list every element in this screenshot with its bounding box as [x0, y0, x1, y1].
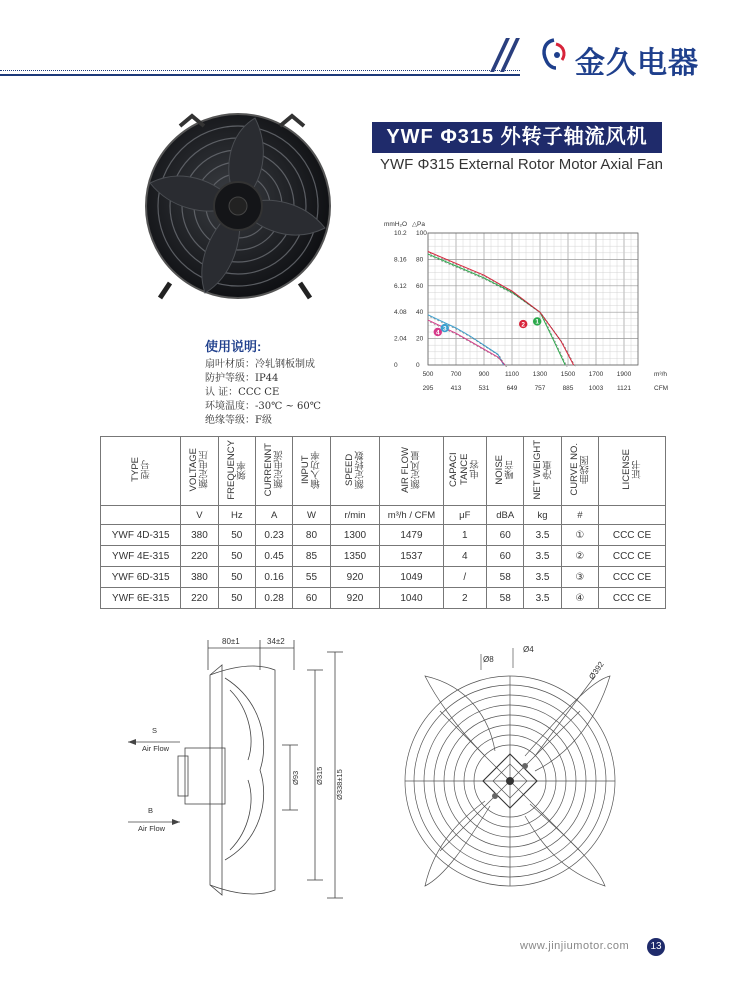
product-title-en: YWF Φ315 External Rotor Motor Axial Fan: [380, 156, 663, 173]
header-cn: 输入功率: [311, 450, 323, 489]
table-cell: 85: [293, 546, 330, 567]
table-cell: 0.16: [255, 567, 292, 588]
footer-url[interactable]: www.jinjiumotor.com: [520, 940, 630, 952]
table-header-cell: [487, 437, 524, 506]
x-tick-label: 1700: [588, 371, 604, 378]
table-cell: 0.45: [255, 546, 292, 567]
table-row: [101, 525, 666, 546]
x2-tick-label: 413: [450, 385, 462, 392]
y2-tick-label: 100: [416, 230, 427, 237]
dim-338: Ø338±15: [335, 769, 344, 800]
header-cn: 证书: [632, 460, 644, 479]
table-cell: 3.5: [524, 567, 561, 588]
table-unit-cell: Hz: [218, 506, 255, 525]
usage-title: 使用说明:: [205, 339, 262, 354]
table-cell: 0.28: [255, 588, 292, 609]
header-en: SPEED: [344, 453, 355, 486]
table-unit-cell: W: [293, 506, 330, 525]
performance-chart: [378, 215, 678, 400]
x-tick-label: 1300: [532, 371, 548, 378]
table-row: [101, 588, 666, 609]
table-cell: 380: [181, 525, 218, 546]
table-unit-cell: V: [181, 506, 218, 525]
table-header-text: [448, 437, 481, 502]
table-cell: 1479: [380, 525, 443, 546]
y1-tick-label: 8.16: [394, 256, 407, 264]
table-cell: 60: [487, 546, 524, 567]
table-header-text: [226, 440, 248, 500]
dim-34: 34±2: [267, 637, 285, 646]
table-cell: 1049: [380, 567, 443, 588]
table-cell: CCC CE: [599, 588, 666, 609]
table-unit-cell: dBA: [487, 506, 524, 525]
usage-line: 环境温度：-30℃ ~ 60℃: [205, 401, 321, 412]
table-cell: 380: [181, 567, 218, 588]
header-cn: 净重: [542, 460, 554, 479]
table-cell: 1350: [330, 546, 380, 567]
table-unit-cell: μF: [443, 506, 487, 525]
table-unit-cell: r/min: [330, 506, 380, 525]
table-unit-cell: kg: [524, 506, 561, 525]
header-cn: 曲线图: [579, 455, 591, 484]
series-line-shadow: [430, 317, 506, 367]
table-cell: 1300: [330, 525, 380, 546]
x2-tick-label: 1003: [588, 385, 604, 392]
y1-tick-label: 10.2: [394, 230, 407, 237]
brand-logo-icon: [540, 38, 570, 70]
table-row: [101, 546, 666, 567]
header-cn: 型号: [140, 460, 152, 479]
header-en: AIR FLOW: [400, 446, 412, 493]
y2-tick-label: 20: [416, 335, 424, 343]
label-s-flow: Air Flow: [142, 744, 170, 753]
table-cell: 1: [443, 525, 487, 546]
table-cell: 60: [487, 525, 524, 546]
x-tick-label: 500: [422, 371, 434, 378]
side-view-drawing: [110, 630, 370, 910]
table-cell: 60: [293, 588, 330, 609]
x2-axis-unit: CFM: [654, 385, 669, 392]
dim-4: Ø4: [523, 645, 534, 654]
table-header-row: [101, 437, 666, 506]
curve-marker-label: 4: [435, 329, 440, 337]
curve-marker-label: 3: [442, 325, 447, 333]
table-cell: YWF 4D-315: [101, 525, 181, 546]
y2-tick-label: 0: [416, 362, 420, 369]
table-unit-row: [101, 506, 666, 525]
y1-tick-label: 0: [394, 362, 398, 369]
header-en: FREQUENCY: [225, 439, 237, 500]
table-header-text: [569, 443, 591, 496]
x-tick-label: 900: [478, 371, 490, 378]
x-tick-label: 700: [450, 371, 462, 378]
table-cell: 58: [487, 588, 524, 609]
brand-name: 金久电器: [575, 46, 699, 81]
table-cell: CCC CE: [599, 546, 666, 567]
header-en: NOISE: [494, 454, 506, 485]
header-cn: 噪音: [505, 460, 517, 479]
dim-315: Ø315: [315, 766, 324, 785]
label-b-flow: Air Flow: [138, 824, 166, 833]
table-unit-cell: A: [255, 506, 292, 525]
table-cell: 58: [487, 567, 524, 588]
table-cell: 1040: [380, 588, 443, 609]
table-header-text: [263, 443, 285, 496]
y2-tick-label: 80: [416, 256, 424, 264]
label-b: B: [148, 806, 154, 815]
table-header-cell: [443, 437, 487, 506]
table-header-cell: [181, 437, 218, 506]
x-tick-label: 1100: [505, 371, 519, 378]
header-cn: 额定风量: [411, 450, 423, 489]
header-en: CAPACI TANCE: [448, 452, 471, 487]
header-en: VOLTAGE: [188, 447, 200, 492]
spec-table: [100, 436, 666, 609]
table-header-text: [344, 451, 366, 489]
page-number: 13: [647, 938, 665, 956]
header-en: CURRENNT: [263, 442, 275, 497]
product-title-cn: YWF Φ315 外转子轴流风机: [372, 122, 662, 153]
header-en: TYPE: [129, 457, 141, 482]
series-line: [428, 252, 574, 366]
dim-392: Ø392: [587, 659, 606, 682]
table-header-cell: [524, 437, 561, 506]
x2-tick-label: 649: [506, 385, 518, 392]
table-cell: 4: [443, 546, 487, 567]
header-rule-solid: [0, 74, 520, 76]
table-cell: 220: [181, 546, 218, 567]
table-cell: YWF 6D-315: [101, 567, 181, 588]
table-header-text: [130, 457, 152, 482]
table-row: [101, 567, 666, 588]
header-en: LICENSE: [621, 449, 633, 490]
table-header-text: [532, 440, 554, 499]
table-header-text: [188, 448, 210, 491]
y2-tick-label: 60: [416, 282, 424, 290]
header-cn: 额定电压: [199, 450, 211, 489]
table-cell: 55: [293, 567, 330, 588]
label-s: S: [152, 726, 158, 735]
table-cell: 3.5: [524, 546, 561, 567]
y1-axis-label: mmH₂O: [384, 221, 408, 228]
table-header-cell: [330, 437, 380, 506]
table-cell: CCC CE: [599, 525, 666, 546]
table-cell: 1537: [380, 546, 443, 567]
y1-tick-label: 4.08: [394, 309, 407, 317]
y2-axis-label: △Pa: [412, 221, 425, 228]
table-cell: 50: [218, 525, 255, 546]
y2-tick-label: 40: [416, 309, 424, 317]
table-cell: 220: [181, 588, 218, 609]
y1-tick-label: 6.12: [394, 282, 407, 290]
table-unit-cell: m³/h / CFM: [380, 506, 443, 525]
table-header-cell: [255, 437, 292, 506]
table-cell: 50: [218, 588, 255, 609]
dim-8: Ø8: [483, 655, 494, 664]
table-header-cell: [218, 437, 255, 506]
table-header-text: [621, 449, 643, 490]
table-cell: 3.5: [524, 588, 561, 609]
table-cell: CCC CE: [599, 567, 666, 588]
header-cn: 额定电流: [274, 450, 286, 489]
table-cell: ③: [561, 567, 598, 588]
usage-line: 防护等级：IP44: [205, 373, 279, 384]
fan-photo: [120, 108, 356, 304]
table-header-cell: [293, 437, 330, 506]
table-cell: 50: [218, 546, 255, 567]
table-unit-cell: [599, 506, 666, 525]
table-header-cell: [101, 437, 181, 506]
usage-line: 扇叶材质：冷轧钢板制成: [205, 359, 315, 370]
header-en: INPUT: [300, 455, 312, 484]
table-cell: 3.5: [524, 525, 561, 546]
table-cell: 920: [330, 588, 380, 609]
front-view-drawing: [395, 636, 645, 916]
header-en: NET WEIGHT: [531, 439, 543, 500]
table-cell: YWF 6E-315: [101, 588, 181, 609]
table-header-cell: [561, 437, 598, 506]
usage-line: 认 证：CCC CE: [205, 387, 280, 398]
x2-tick-label: 1121: [617, 385, 631, 392]
table-cell: 920: [330, 567, 380, 588]
x-tick-label: 1900: [616, 371, 632, 378]
table-cell: YWF 4E-315: [101, 546, 181, 567]
series-line: [428, 254, 565, 365]
usage-line: 绝缘等级：F级: [205, 415, 272, 426]
table-cell: 2: [443, 588, 487, 609]
table-cell: ①: [561, 525, 598, 546]
x2-tick-label: 295: [422, 385, 434, 392]
table-header-text: [400, 447, 422, 493]
dim-80: 80±1: [222, 637, 240, 646]
series-line-shadow: [430, 254, 576, 368]
x2-tick-label: 885: [562, 385, 574, 392]
table-cell: ②: [561, 546, 598, 567]
x2-tick-label: 757: [534, 385, 546, 392]
x-axis-unit: m³/h: [654, 371, 667, 378]
table-header-text: [300, 451, 322, 489]
header-cn: 电容: [470, 460, 482, 479]
header-rule: [0, 70, 520, 72]
y1-tick-label: 2.04: [394, 335, 407, 343]
table-header-text: [494, 455, 516, 485]
header-en: CURVE NO.: [568, 443, 580, 496]
table-header-cell: [599, 437, 666, 506]
header-cn: 频率: [236, 460, 248, 479]
curve-marker-label: 1: [535, 318, 540, 326]
header-cn: 额定转数: [355, 450, 366, 489]
table-cell: 0.23: [255, 525, 292, 546]
x2-tick-label: 531: [478, 385, 490, 392]
table-cell: 80: [293, 525, 330, 546]
table-header-cell: [380, 437, 443, 506]
table-cell: 50: [218, 567, 255, 588]
x-tick-label: 1500: [560, 371, 576, 378]
curve-marker-label: 2: [521, 321, 526, 329]
table-unit-cell: [101, 506, 181, 525]
table-cell: /: [443, 567, 487, 588]
dim-93: Ø93: [291, 770, 300, 785]
table-cell: ④: [561, 588, 598, 609]
table-unit-cell: #: [561, 506, 598, 525]
